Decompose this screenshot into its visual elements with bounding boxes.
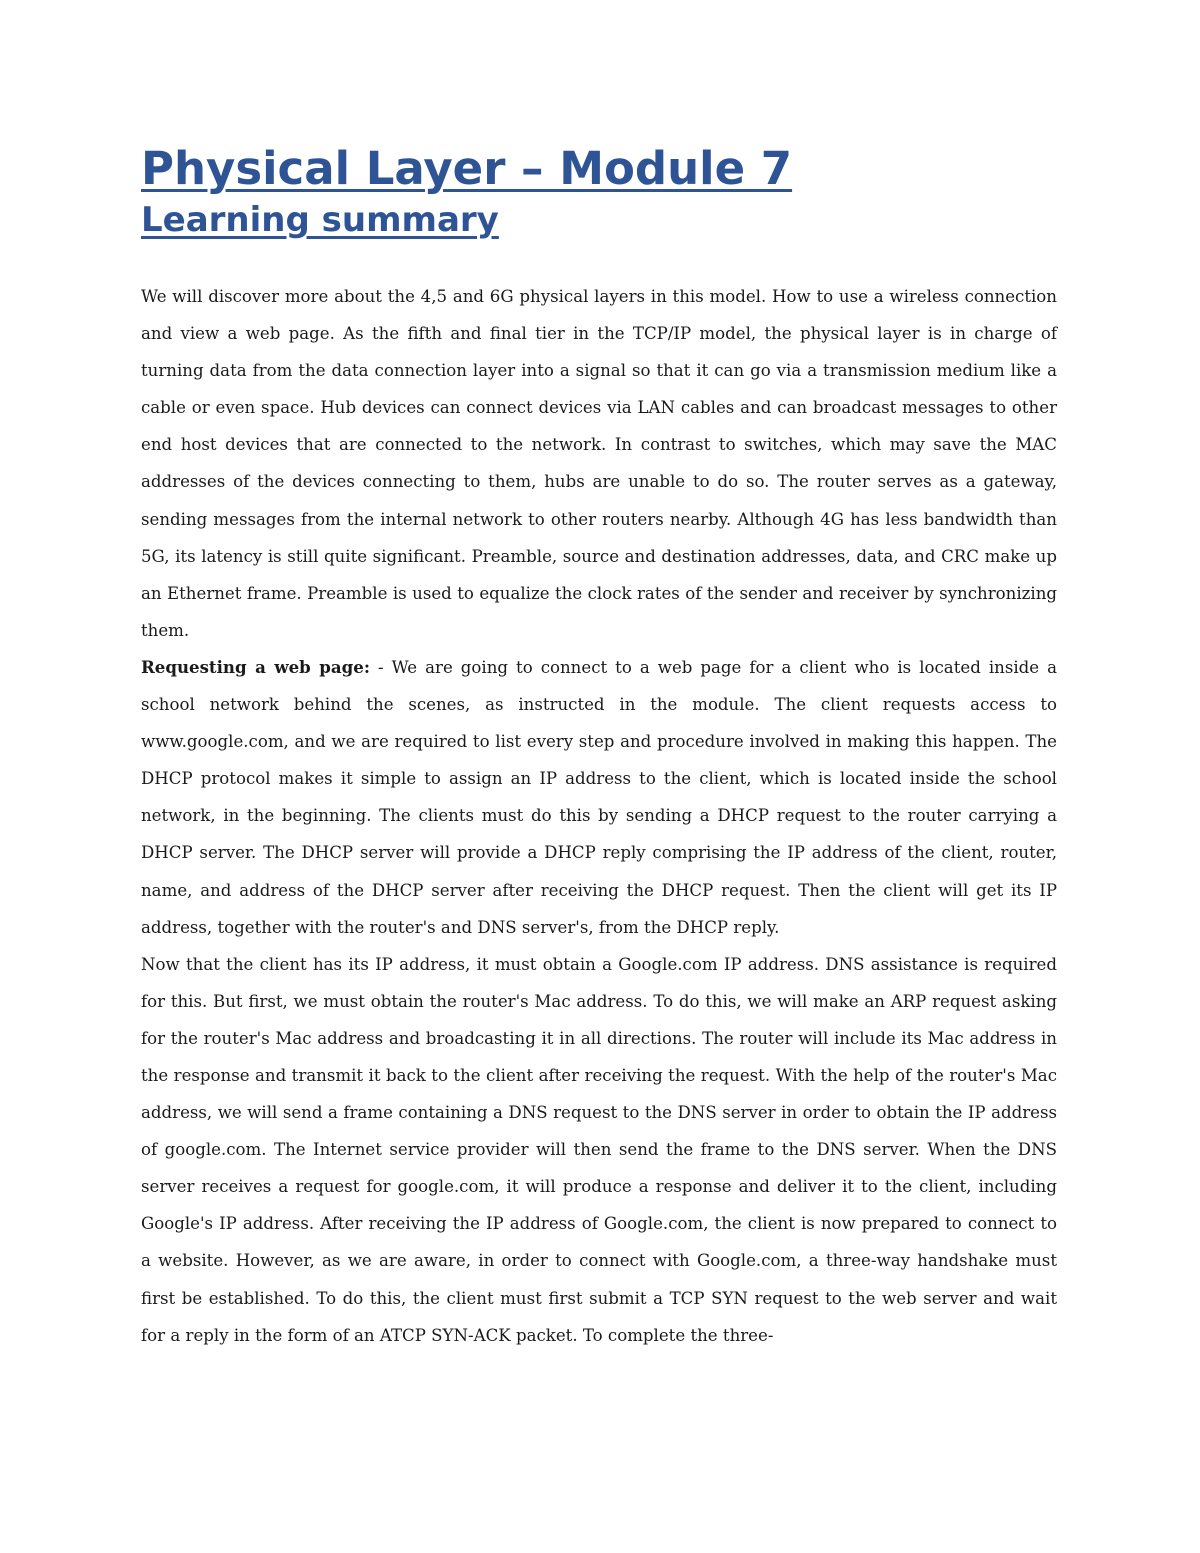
- paragraph-lead-heading: Requesting a web page:: [141, 656, 370, 677]
- document-subtitle: Learning summary: [141, 200, 499, 240]
- requesting-web-page-paragraph: [141, 649, 1057, 946]
- summary-paragraph: We will discover more about the 4,5 and 6G physical layers in this model. How to use a wireless connection and view a web page. As the fifth and final tier in the TCP/IP model, the physical layer is in charge of turning data from the data connection layer into a signal so that it can go via a transmission medium like a cable or even space. Hub devices can connect devices via LAN cables and can broadcast messages to other end host devices that are connected to the network. In contrast to switches, which may save the MAC addresses of the devices connecting to them, hubs are unable to do so. The router serves as a gateway, sending messages from the internal network to other routers nearby. Although 4G has less bandwidth than 5G, its latency is still quite significant. Preamble, source and destination addresses, data, and CRC make up an Ethernet frame. Preamble is used to equalize the clock rates of the sender and receiver by synchronizing them.: [141, 287, 1057, 640]
- document-content: [141, 140, 1057, 1354]
- dns-handshake-paragraph: Now that the client has its IP address, it must obtain a Google.com IP address. DNS assistance is required for this. But first, we must obtain the router's Mac address. To do this, we will make an ARP request asking for the router's Mac address and broadcasting it in all directions. The router will include its Mac address in the response and transmit it back to the client after receiving the request. With the help of the router's Mac address, we will send a frame containing a DNS request to the DNS server in order to obtain the IP address of google.com. The Internet service provider will then send the frame to the DNS server. When the DNS server receives a request for google.com, it will produce a response and deliver it to the client, including Google's IP address. After receiving the IP address of Google.com, the client is now prepared to connect to a website. However, as we are aware, in order to connect with Google.com, a three-way handshake must first be established. To do this, the client must first submit a TCP SYN request to the web server and wait for a reply in the form of an ATCP SYN-ACK packet. To complete the three-: [141, 954, 1057, 1345]
- document-title: Physical Layer – Module 7: [141, 142, 793, 195]
- paragraph-body-text: - We are going to connect to a web page for a client who is located inside a school network behind the scenes, as instructed in the module. The client requests access to www.google.com, and we are required to list every step and procedure involved in making this happen. The DHCP protocol makes it simple to assign an IP address to the client, which is located inside the school network, in the beginning. The clients must do this by sending a DHCP request to the router carrying a DHCP server. The DHCP server will provide a DHCP reply comprising the IP address of the client, router, name, and address of the DHCP server after receiving the DHCP request. Then the client will get its IP address, together with the router's and DNS server's, from the DHCP reply.: [141, 657, 1057, 937]
